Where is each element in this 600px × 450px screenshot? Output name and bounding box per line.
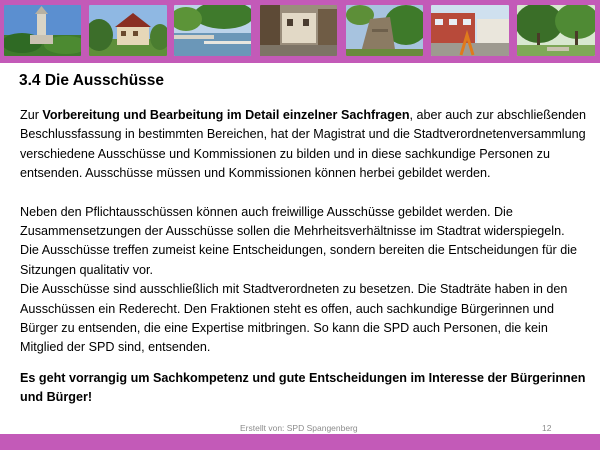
castle-tower-photo (4, 5, 81, 56)
river-photo (174, 5, 251, 56)
page-number: 12 (542, 423, 552, 433)
paragraph-spacer (20, 184, 590, 203)
header-divider (0, 63, 600, 67)
footer-band (0, 434, 600, 450)
park-trees-photo (517, 5, 595, 56)
slide-body (20, 106, 590, 408)
intro-lead: Zur (20, 108, 43, 122)
footer-author: Erstellt von: SPD Spangenberg (240, 423, 358, 433)
paragraph-composition: Die Ausschüsse sind ausschließlich mit Stadtverordneten zu besetzen. Die Stadträte haben in den Ausschüssen ein Rederecht. Den Fraktionen steht es offen, auch sachkundige Bürgerinnen und Bürger zu entsenden, die eine Expertise mitbringen. So kann die SPD auch Personen, die kein Mitglied der SPD sind, entsenden. (20, 282, 568, 355)
intro-rest: , aber auch zur abschließenden Beschlussfassung in bestimmten Bereichen, hat der Magistrat und die Stadtverordnetenversammlung verschiedene Ausschüsse und Kommissionen zu bilden und in diese sachkundige Personen zu entsenden. Ausschüsse müssen und Kommissionen können herbei gebildet werden. (20, 108, 586, 181)
historic-street-photo (260, 5, 337, 56)
stone-wall-photo (346, 5, 423, 56)
slide-title: 3.4 Die Ausschüsse (19, 72, 165, 89)
intro-bold: Vorbereitung und Bearbeitung im Detail einzelner Sachfragen (42, 108, 410, 122)
closing-statement: Es geht vorrangig um Sachkompetenz und gute Entscheidungen im Interesse der Bürgerinnen und Bürger! (20, 370, 586, 405)
paragraph-optional-committees: Neben den Pflichtausschüssen können auch freiwillige Ausschüsse gebildet werden. Die Zusammensetzungen der Ausschüsse sollen die Mehrheitsverhältnisse im Stadtrat widerspiegeln. (20, 204, 565, 239)
photo-strip (0, 0, 600, 63)
school-building-photo (431, 5, 509, 56)
paragraph-intro (20, 106, 590, 184)
timber-house-photo (89, 5, 167, 56)
paragraph-decisions: Die Ausschüsse treffen zumeist keine Entscheidungen, sondern bereiten die Entscheidungen für die Sitzungen qualitativ vor. (20, 243, 578, 277)
